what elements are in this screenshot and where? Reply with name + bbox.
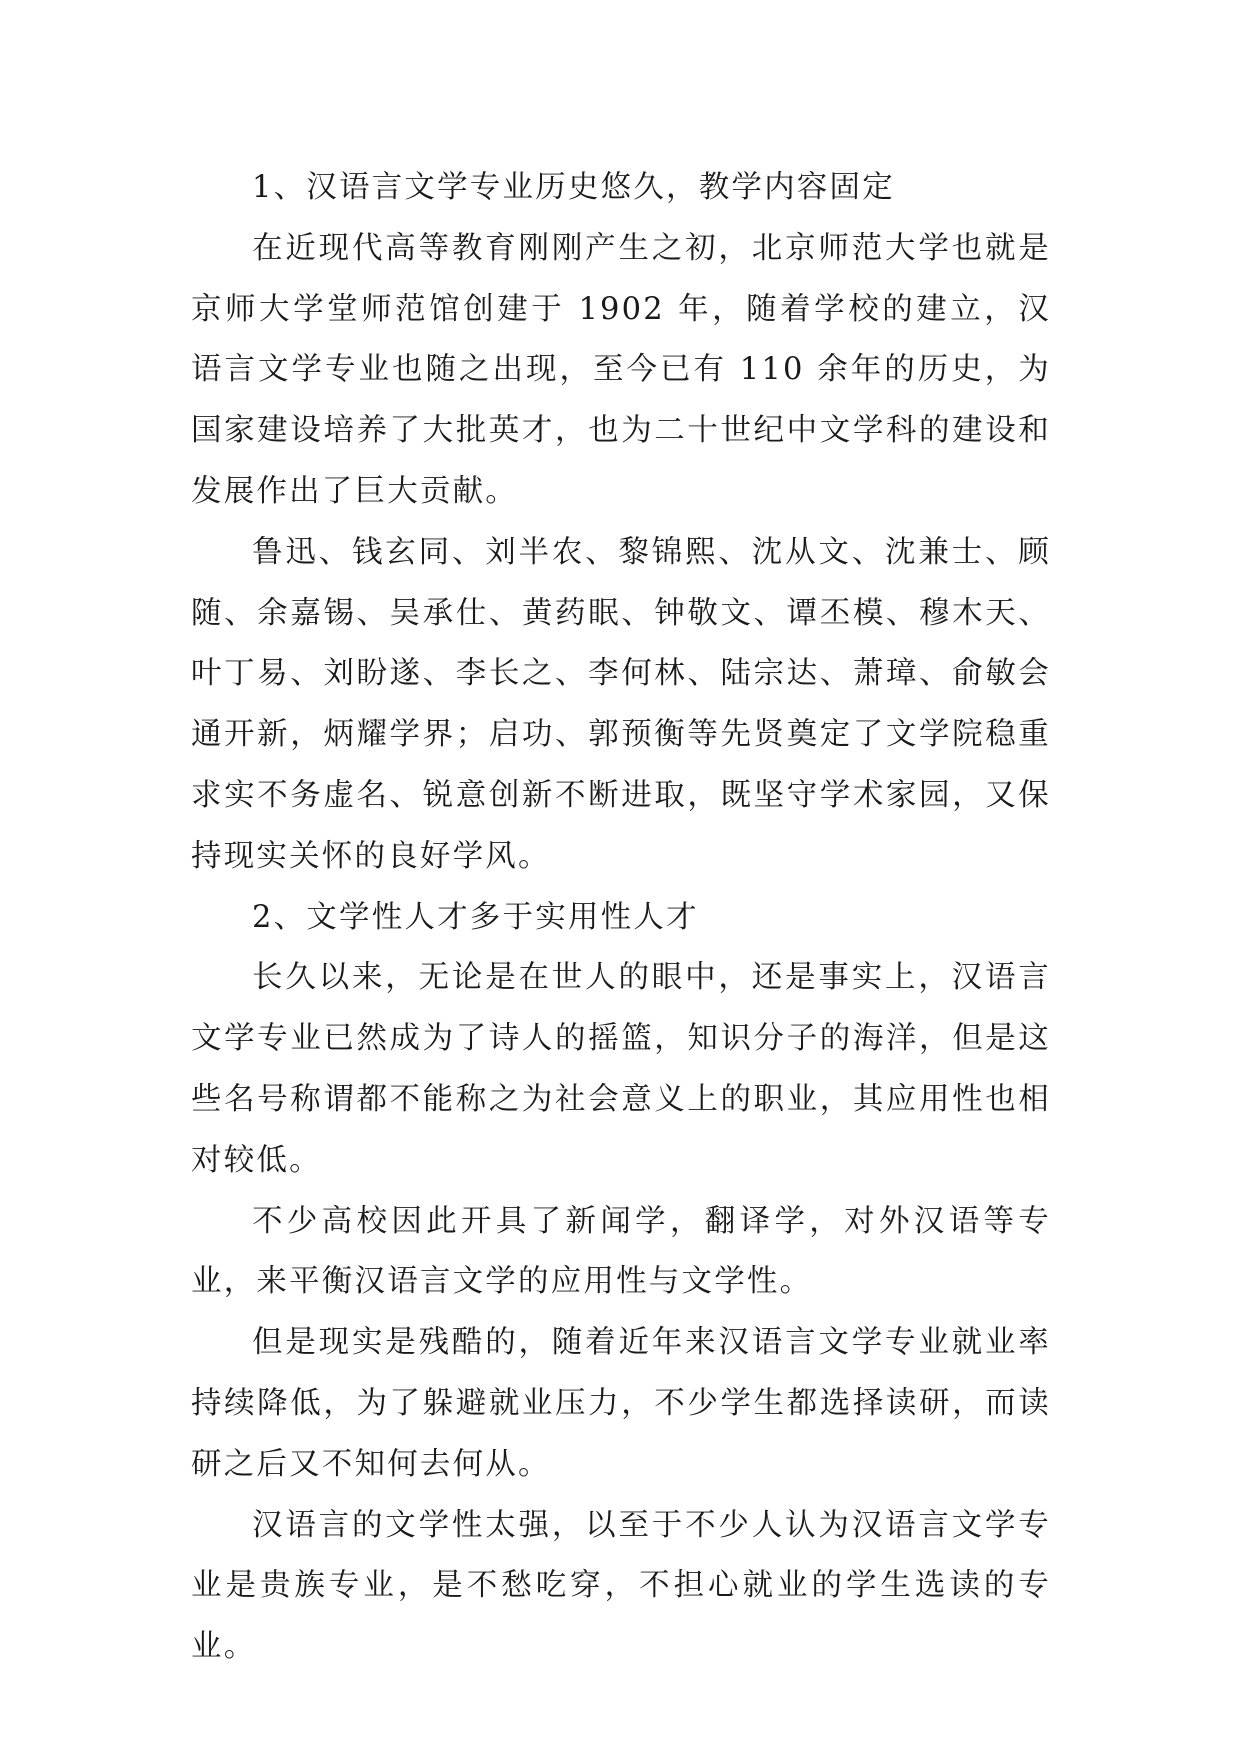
paragraph-scholars: 鲁迅、钱玄同、刘半农、黎锦熙、沈从文、沈兼士、顾随、余嘉锡、吴承仕、黄药眠、钟敬文、谭丕模、穆木天、叶丁易、刘盼遂、李长之、李何林、陆宗达、萧璋、俞敏会通开新，炳耀学界；启功、郭预衡等先贤奠定了文学院稳重求实不务虚名、锐意创新不断进取，既坚守学术家园，又保持现实关怀的良好学风。 — [191, 534, 1051, 874]
document-body — [191, 158, 1051, 1678]
paragraph-applicability: 长久以来，无论是在世人的眼中，还是事实上，汉语言文学专业已然成为了诗人的摇篮，知识分子的海洋，但是这些名号称谓都不能称之为社会意义上的职业，其应用性也相对较低。 — [191, 960, 1051, 1178]
paragraph-history: 在近现代高等教育刚刚产生之初，北京师范大学也就是京师大学堂师范馆创建于 1902 年，随着学校的建立，汉语言文学专业也随之出现，至今已有 110 余年的历史，为国家建设培养了大批英才，也为二十世纪中文学科的建设和发展作出了巨大贡献。 — [191, 230, 1051, 509]
paragraph-new-majors: 不少高校因此开具了新闻学，翻译学，对外汉语等专业，来平衡汉语言文学的应用性与文学性。 — [191, 1203, 1051, 1300]
section-heading-1: 1、汉语言文学专业历史悠久，教学内容固定 — [252, 170, 895, 205]
section-heading-2: 2、文学性人才多于实用性人才 — [252, 899, 699, 935]
paragraph-literary-nature: 汉语言的文学性太强，以至于不少人认为汉语言文学专业是贵族专业，是不愁吃穿，不担心就业的学生选读的专业。 — [191, 1507, 1051, 1665]
paragraph-employment: 但是现实是残酷的，随着近年来汉语言文学专业就业率持续降低，为了躲避就业压力，不少学生都选择读研，而读研之后又不知何去何从。 — [191, 1325, 1051, 1482]
